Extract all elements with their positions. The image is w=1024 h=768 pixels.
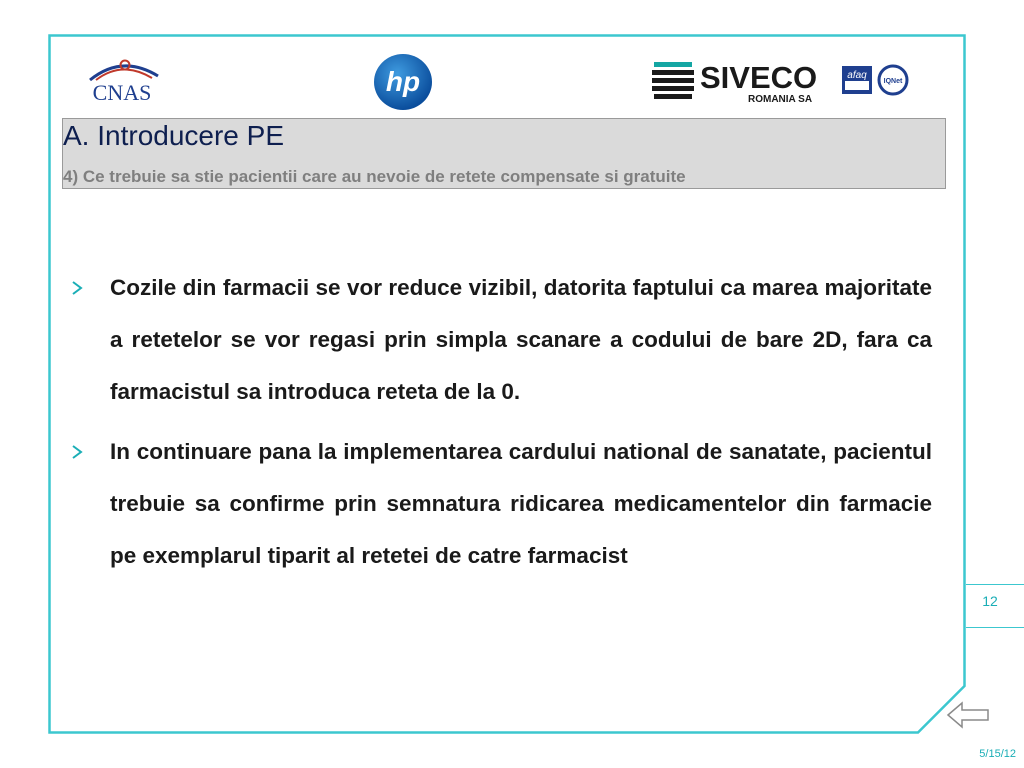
svg-text:hp: hp — [385, 66, 421, 97]
arrow-bullet-icon — [70, 443, 84, 461]
bullet-text: Cozile din farmacii se vor reduce vizibil, datorita faptului ca marea majoritate a retetelor se vor regasi prin simpla scanare a codului de bare 2D, fara ca farmacistul sa introduca reteta de la 0. — [110, 275, 932, 404]
back-arrow-button[interactable] — [946, 698, 992, 732]
siveco-logo — [650, 56, 832, 106]
cnas-logo — [76, 56, 168, 104]
title-box — [62, 118, 946, 189]
svg-text:afaq: afaq — [847, 70, 867, 81]
left-arrow-icon[interactable] — [946, 698, 992, 732]
bullet-text: In continuare pana la implementarea cardului national de sanatate, pacientul trebuie sa confirme prin semnatura ridicarea medicamentelor din farmacie pe exemplarul tiparit al retetei de catre farmacist — [110, 439, 932, 568]
slide-date: 5/15/12 — [979, 748, 1016, 760]
bullet-item — [70, 262, 932, 418]
page-number: 12 — [982, 593, 998, 609]
svg-text:IQNet: IQNet — [883, 78, 903, 85]
svg-text:ROMANIA SA: ROMANIA SA — [748, 94, 813, 105]
bullet-item — [70, 426, 932, 582]
slide-subtitle: 4) Ce trebuie sa stie pacientii care au nevoie de retete compensate si gratuite — [63, 167, 686, 186]
bullet-list — [70, 262, 932, 590]
hp-logo — [372, 52, 434, 112]
svg-text:SIVECO: SIVECO — [700, 60, 818, 95]
arrow-bullet-icon — [70, 279, 84, 297]
slide-title: A. Introducere PE — [63, 120, 285, 151]
page-number-box — [966, 584, 1024, 628]
certification-logos — [842, 64, 910, 96]
svg-text:CNAS: CNAS — [92, 80, 152, 104]
